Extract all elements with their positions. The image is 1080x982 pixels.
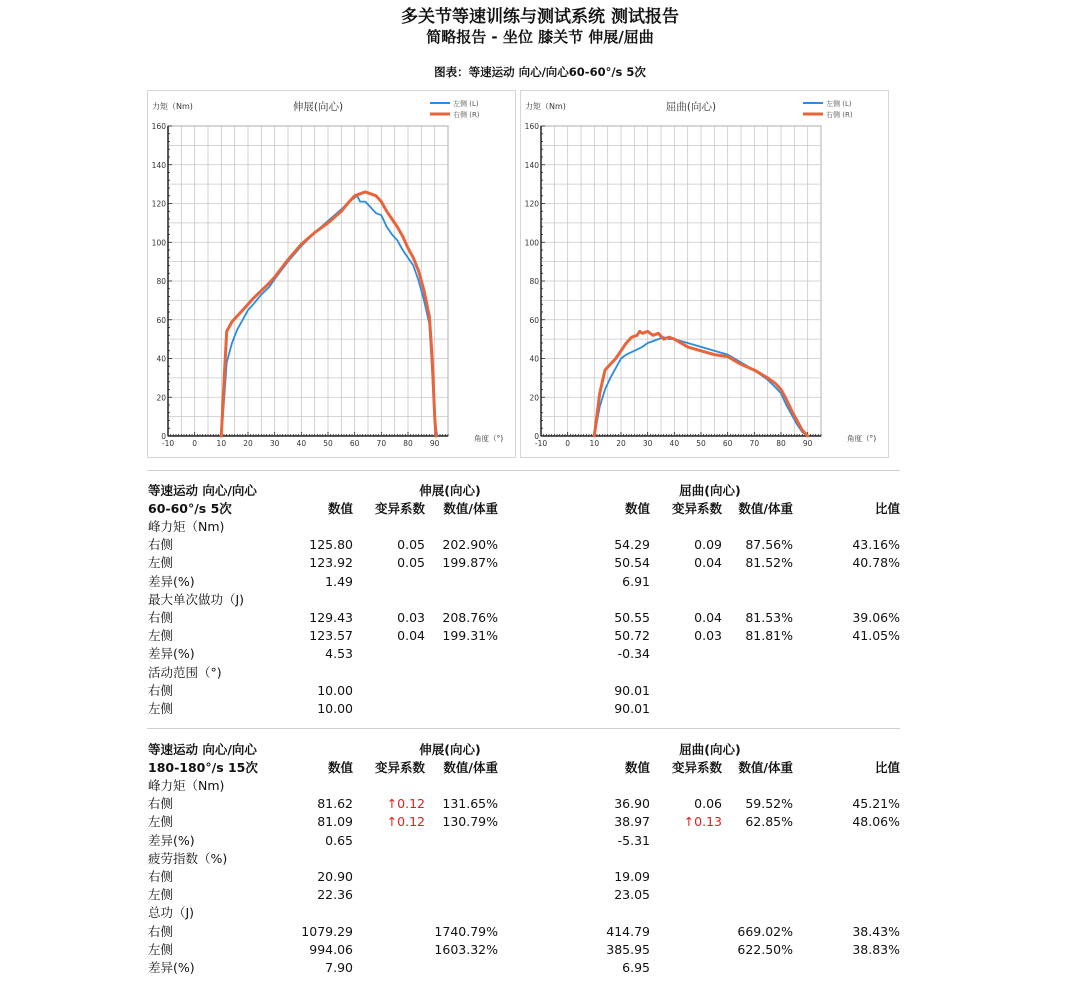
- table-cell-ecv: ↑0.12: [386, 796, 425, 812]
- table-cell-ev: 81.62: [317, 796, 353, 812]
- divider-top: [147, 470, 900, 471]
- table-cell-fv: 90.01: [614, 701, 650, 716]
- flexion-chart: [520, 90, 889, 458]
- chart-svg: [148, 91, 515, 457]
- table-cell-fv: 38.97: [614, 814, 650, 830]
- table-cell-fcv: 0.06: [694, 796, 722, 812]
- col-header-flex-bw: 数值/体重: [738, 501, 793, 516]
- table-cell-ecv: 0.03: [397, 610, 425, 625]
- table-cell-fv: 54.29: [614, 537, 650, 553]
- table-cell-fbw: 59.52%: [745, 796, 793, 812]
- col-header-ext-bw: 数值/体重: [443, 501, 498, 516]
- table-cell-ev: 1079.29: [301, 923, 353, 939]
- table-header-speed: 60-60°/s 5次: [148, 501, 232, 516]
- table-cell-fv: 6.95: [622, 960, 650, 975]
- table-cell-fcv: 0.04: [694, 610, 722, 625]
- row-label: 差异(%): [148, 573, 195, 589]
- x-tick-label: 60: [722, 439, 733, 448]
- row-label: 左侧: [148, 628, 174, 644]
- x-tick-label: 90: [429, 439, 440, 448]
- x-tick-label: 0: [192, 439, 198, 448]
- y-tick-label: 80: [529, 277, 539, 286]
- x-tick-label: 70: [376, 439, 387, 448]
- table-cell-fv: -0.34: [617, 646, 650, 662]
- table-cell-ebw: 130.79%: [442, 814, 498, 830]
- y-tick-label: 60: [529, 315, 539, 325]
- row-label: 差异(%): [148, 646, 195, 662]
- table-cell-ev: 123.57: [309, 628, 353, 644]
- table-cell-ecv: 0.05: [397, 537, 425, 553]
- col-header-ext-bw: 数值/体重: [443, 760, 498, 775]
- table-cell-ev: 20.90: [317, 869, 353, 884]
- x-tick-label: 10: [589, 439, 600, 448]
- row-label: 峰力矩（Nm): [148, 519, 225, 534]
- table-cell-fbw: 622.50%: [737, 941, 793, 957]
- table-cell-fv: 50.72: [614, 628, 650, 644]
- col-header-ext-cv: 变异系数: [374, 501, 425, 516]
- table-header-extension: 伸展(向心): [419, 742, 481, 757]
- chart-caption: 图表：等速运动 向心/向心60-60°/s 5次: [434, 65, 646, 79]
- table-cell-ev: 125.80: [309, 537, 353, 553]
- table-cell-ev: 81.09: [317, 814, 353, 830]
- y-tick-label: 120: [524, 199, 539, 209]
- row-label: 左侧: [148, 555, 174, 571]
- table-cell-ratio: 41.05%: [852, 628, 900, 644]
- table-cell-ev: 123.92: [309, 555, 353, 571]
- table-cell-ev: 994.06: [309, 941, 353, 957]
- y-tick-label: 20: [156, 393, 166, 403]
- x-tick-label: 40: [296, 439, 307, 448]
- row-label: 峰力矩（Nm): [148, 778, 225, 793]
- table-header-flexion: 屈曲(向心): [679, 742, 741, 757]
- row-label: 总功（J): [148, 905, 195, 921]
- table-cell-fv: 6.91: [622, 573, 650, 589]
- row-label: 疲劳指数（%): [148, 850, 228, 866]
- row-label: 最大单次做功（J): [148, 591, 245, 607]
- table-cell-fv: -5.31: [617, 832, 650, 848]
- table-cell-ratio: 40.78%: [852, 555, 900, 571]
- extension-chart: [147, 90, 516, 458]
- table-cell-fv: 50.55: [614, 610, 650, 625]
- x-tick-label: 10: [216, 439, 227, 448]
- col-header-flex-bw: 数值/体重: [738, 760, 793, 775]
- row-label: 右侧: [148, 682, 174, 698]
- row-label: 右侧: [148, 796, 174, 812]
- col-header-flex-value: 数值: [624, 760, 650, 775]
- table-cell-fv: 90.01: [614, 682, 650, 698]
- y-tick-label: 160: [151, 122, 166, 131]
- row-label: 右侧: [148, 923, 174, 939]
- table-header-motion: 等速运动 向心/向心: [148, 483, 257, 498]
- y-tick-label: 20: [529, 393, 539, 403]
- table-header-motion: 等速运动 向心/向心: [148, 742, 257, 757]
- report-title: 多关节等速训练与测试系统 测试报告: [401, 7, 679, 27]
- x-tick-label: 80: [403, 439, 413, 448]
- table-cell-fv: 23.05: [614, 887, 650, 903]
- row-label: 右侧: [148, 610, 174, 625]
- x-tick-label: 90: [802, 439, 813, 448]
- table-cell-fv: 385.95: [606, 941, 650, 957]
- row-label: 差异(%): [148, 832, 195, 848]
- table-cell-fv: 19.09: [614, 869, 650, 884]
- table-cell-ebw: 131.65%: [442, 796, 498, 812]
- y-tick-label: 0: [161, 432, 166, 441]
- legend-label: 右侧 (R): [826, 111, 853, 119]
- table-cell-ev: 4.53: [325, 646, 353, 662]
- divider-middle: [147, 728, 900, 729]
- y-tick-label: 60: [156, 315, 166, 325]
- col-header-ext-cv: 变异系数: [374, 760, 425, 775]
- table-cell-fbw: 669.02%: [737, 923, 793, 939]
- x-tick-label: 70: [749, 439, 760, 448]
- x-tick-label: 50: [696, 439, 706, 448]
- table-cell-ev: 10.00: [317, 682, 353, 698]
- row-label: 活动范围（°): [148, 664, 222, 680]
- y-tick-label: 80: [156, 277, 166, 286]
- x-tick-label: 40: [669, 439, 680, 448]
- table-cell-ev: 10.00: [317, 701, 353, 716]
- y-tick-label: 100: [524, 238, 539, 248]
- table-cell-ebw: 208.76%: [442, 610, 498, 625]
- y-axis-label: 力矩（Nm): [525, 102, 566, 111]
- row-label: 差异(%): [148, 960, 195, 975]
- row-label: 右侧: [148, 869, 174, 884]
- col-header-ext-value: 数值: [327, 501, 353, 516]
- chart-title: 伸展(向心): [292, 101, 344, 113]
- y-tick-label: 100: [151, 238, 166, 248]
- table-cell-ev: 7.90: [325, 960, 353, 975]
- table-header-speed: 180-180°/s 15次: [148, 760, 258, 775]
- x-tick-label: 30: [642, 439, 653, 448]
- table-cell-ecv: 0.04: [397, 628, 425, 644]
- row-label: 左侧: [148, 941, 174, 957]
- chart-svg: [521, 91, 888, 457]
- x-tick-label: 20: [616, 439, 626, 448]
- y-tick-label: 0: [534, 432, 539, 441]
- table-cell-ev: 22.36: [317, 887, 353, 903]
- table-cell-ratio: 39.06%: [852, 610, 900, 625]
- table-cell-ev: 0.65: [325, 832, 353, 848]
- legend-label: 左侧 (L): [826, 100, 852, 108]
- y-tick-label: 160: [524, 122, 539, 131]
- table-cell-ebw: 1740.79%: [434, 923, 498, 939]
- table-cell-fcv: 0.09: [694, 537, 722, 553]
- x-tick-label: -10: [534, 439, 548, 448]
- legend-label: 右侧 (R): [453, 111, 480, 119]
- y-tick-label: 140: [151, 160, 166, 170]
- table-cell-ebw: 199.31%: [442, 628, 498, 644]
- y-tick-label: 120: [151, 199, 166, 209]
- table-cell-fcv: ↑0.13: [683, 814, 722, 830]
- y-tick-label: 140: [524, 160, 539, 170]
- chart-title: 屈曲(向心): [665, 101, 717, 113]
- table-header-flexion: 屈曲(向心): [679, 483, 741, 498]
- y-tick-label: 40: [529, 354, 539, 364]
- table-cell-fbw: 81.81%: [745, 628, 793, 644]
- y-axis-label: 力矩（Nm): [152, 102, 193, 111]
- table-cell-ratio: 43.16%: [852, 537, 900, 553]
- col-header-ratio: 比值: [874, 760, 900, 775]
- x-axis-label: 角度（°): [474, 434, 504, 443]
- legend-label: 左侧 (L): [453, 100, 479, 108]
- x-axis-label: 角度（°): [847, 434, 877, 443]
- table-cell-ecv: 0.05: [397, 555, 425, 571]
- table-cell-ecv: ↑0.12: [386, 814, 425, 830]
- table-cell-fbw: 62.85%: [745, 814, 793, 830]
- x-tick-label: 60: [349, 439, 360, 448]
- table-cell-fv: 36.90: [614, 796, 650, 812]
- table-cell-fbw: 81.53%: [745, 610, 793, 625]
- x-tick-label: 0: [565, 439, 571, 448]
- table-header-extension: 伸展(向心): [419, 483, 481, 498]
- table-cell-fcv: 0.04: [694, 555, 722, 571]
- table-cell-fv: 414.79: [606, 923, 650, 939]
- row-label: 右侧: [148, 537, 174, 553]
- table-cell-ebw: 199.87%: [442, 555, 498, 571]
- col-header-ext-value: 数值: [327, 760, 353, 775]
- report-subtitle: 简略报告 - 坐位 膝关节 伸展/屈曲: [426, 28, 654, 46]
- table-cell-ratio: 38.83%: [852, 941, 900, 957]
- col-header-flex-cv: 变异系数: [671, 760, 722, 775]
- x-tick-label: -10: [161, 439, 175, 448]
- table-cell-fbw: 81.52%: [745, 555, 793, 571]
- table-cell-fcv: 0.03: [694, 628, 722, 644]
- x-tick-label: 50: [323, 439, 333, 448]
- row-label: 左侧: [148, 701, 174, 716]
- table-cell-ev: 1.49: [325, 573, 353, 589]
- table-cell-fbw: 87.56%: [745, 537, 793, 553]
- y-tick-label: 40: [156, 354, 166, 364]
- table-cell-ebw: 1603.32%: [434, 941, 498, 957]
- table-cell-ratio: 38.43%: [852, 923, 900, 939]
- col-header-flex-cv: 变异系数: [671, 501, 722, 516]
- table-cell-ebw: 202.90%: [442, 537, 498, 553]
- row-label: 左侧: [148, 887, 174, 903]
- table-cell-ratio: 45.21%: [852, 796, 900, 812]
- col-header-flex-value: 数值: [624, 501, 650, 516]
- row-label: 左侧: [148, 814, 174, 830]
- x-tick-label: 20: [243, 439, 253, 448]
- table-cell-fv: 50.54: [614, 555, 650, 571]
- x-tick-label: 80: [776, 439, 786, 448]
- x-tick-label: 30: [269, 439, 280, 448]
- table-cell-ratio: 48.06%: [852, 814, 900, 830]
- col-header-ratio: 比值: [874, 501, 900, 516]
- table-cell-ev: 129.43: [309, 610, 353, 625]
